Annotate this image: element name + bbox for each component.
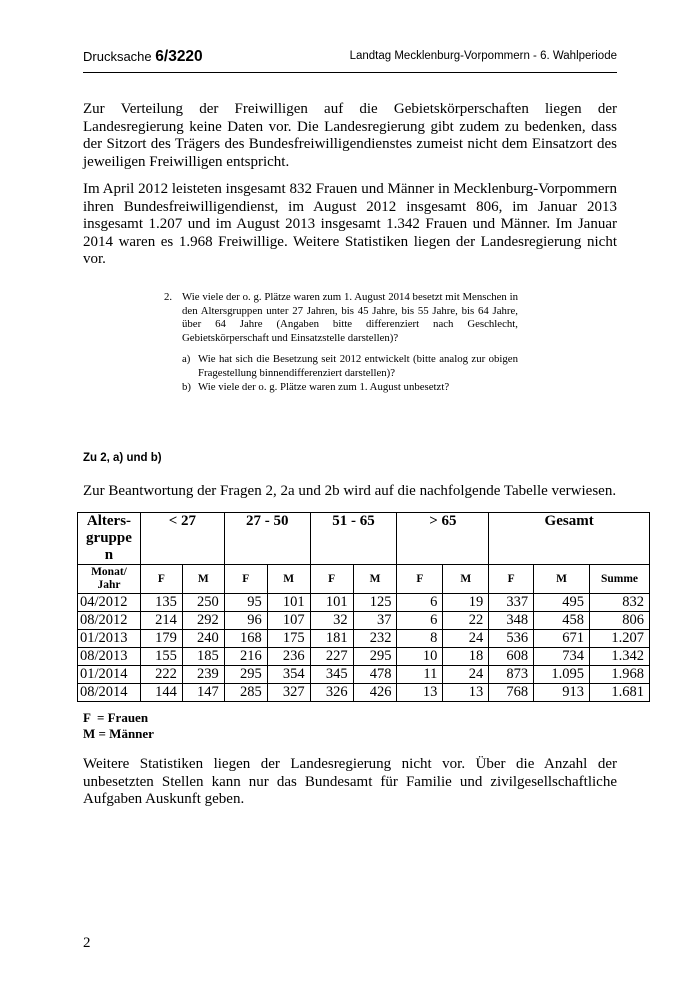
legend-maenner: M = Männer bbox=[83, 726, 154, 741]
row-date-cell: 01/2014 bbox=[78, 666, 141, 684]
table-cell: 101 bbox=[267, 594, 310, 612]
table-cell: 1.681 bbox=[590, 684, 650, 702]
question-b-letter: b) bbox=[182, 380, 191, 393]
row-date-cell: 08/2013 bbox=[78, 648, 141, 666]
table-cell: 6 bbox=[397, 594, 443, 612]
table-cell: 107 bbox=[267, 612, 310, 630]
table-cell: 326 bbox=[310, 684, 353, 702]
table-cell: 292 bbox=[182, 612, 224, 630]
table-cell: 337 bbox=[489, 594, 534, 612]
table-group-header-row bbox=[78, 513, 650, 565]
question-number: 2. bbox=[164, 291, 173, 303]
age-group-header bbox=[78, 513, 141, 565]
table-cell: 32 bbox=[310, 612, 353, 630]
table-body bbox=[78, 594, 650, 702]
table-cell: 671 bbox=[534, 630, 590, 648]
table-legend bbox=[83, 710, 154, 742]
table-cell: 250 bbox=[182, 594, 224, 612]
table-cell: 24 bbox=[443, 666, 489, 684]
table-cell: 536 bbox=[489, 630, 534, 648]
question-text: Wie viele der o. g. Plätze waren zum 1. August 2014 besetzt mit Menschen in den Altersgruppen unter 27 Jahren, bis 45 Jahre, bis 55 Jahre, bis 64 Jahre, über 64 Jahre (Angaben bitte differenziert nach Geschlecht, Gebietskörperschaft und Einsatzstelle darstellen)? bbox=[182, 291, 518, 344]
question-main bbox=[164, 291, 518, 345]
table-cell: 13 bbox=[443, 684, 489, 702]
group-under-27: < 27 bbox=[140, 513, 224, 565]
table-cell: 1.095 bbox=[534, 666, 590, 684]
table-cell: 222 bbox=[140, 666, 182, 684]
sub-header-cell: M bbox=[443, 565, 489, 594]
table-cell: 1.968 bbox=[590, 666, 650, 684]
doc-number: 6/3220 bbox=[155, 48, 203, 65]
month-year-line: Monat/ bbox=[91, 566, 127, 578]
table-cell: 216 bbox=[224, 648, 267, 666]
table-cell: 101 bbox=[310, 594, 353, 612]
question-sub-b bbox=[164, 381, 518, 395]
sub-header-cell: M bbox=[353, 565, 397, 594]
table-cell: 175 bbox=[267, 630, 310, 648]
table-cell: 135 bbox=[140, 594, 182, 612]
group-over-65: > 65 bbox=[397, 513, 489, 565]
sub-header-cell: Summe bbox=[590, 565, 650, 594]
page-header bbox=[83, 42, 617, 72]
sub-header-cell: M bbox=[534, 565, 590, 594]
header-rule bbox=[83, 72, 617, 73]
table-cell: 11 bbox=[397, 666, 443, 684]
table-cell: 232 bbox=[353, 630, 397, 648]
table-cell: 185 bbox=[182, 648, 224, 666]
table-row bbox=[78, 648, 650, 666]
table-cell: 1.342 bbox=[590, 648, 650, 666]
question-a-letter: a) bbox=[182, 353, 191, 366]
table-cell: 125 bbox=[353, 594, 397, 612]
paragraph-closing: Weitere Statistiken liegen der Landesregierung nicht vor. Über die Anzahl der unbesetzten Stellen kann nur das Bundesamt für Familie und zivilgesellschaftliche Aufgaben Auskunft geben. bbox=[83, 756, 617, 807]
table-cell: 1.207 bbox=[590, 630, 650, 648]
question-b-text: Wie viele der o. g. Plätze waren zum 1. August unbesetzt? bbox=[198, 380, 450, 393]
row-date-cell: 01/2013 bbox=[78, 630, 141, 648]
row-date-cell: 08/2014 bbox=[78, 684, 141, 702]
table-cell: 608 bbox=[489, 648, 534, 666]
table-cell: 345 bbox=[310, 666, 353, 684]
table-cell: 13 bbox=[397, 684, 443, 702]
sub-header-cell: F bbox=[489, 565, 534, 594]
table-cell: 181 bbox=[310, 630, 353, 648]
table-cell: 18 bbox=[443, 648, 489, 666]
group-27-50: 27 - 50 bbox=[224, 513, 310, 565]
legend-frauen: F = Frauen bbox=[83, 710, 149, 725]
sub-header-cell: F bbox=[310, 565, 353, 594]
section-subheading: Zu 2, a) und b) bbox=[83, 452, 162, 464]
sub-header-cell: F bbox=[397, 565, 443, 594]
question-sub-a bbox=[164, 353, 518, 380]
table-cell: 96 bbox=[224, 612, 267, 630]
table-row bbox=[78, 594, 650, 612]
table-cell: 295 bbox=[353, 648, 397, 666]
page-number: 2 bbox=[83, 935, 91, 951]
table-cell: 22 bbox=[443, 612, 489, 630]
sub-header-cell: M bbox=[182, 565, 224, 594]
volunteer-statistics-table bbox=[77, 512, 650, 702]
table-cell: 495 bbox=[534, 594, 590, 612]
table-sub-header-row bbox=[78, 565, 650, 594]
row-date-cell: 04/2012 bbox=[78, 594, 141, 612]
table-cell: 426 bbox=[353, 684, 397, 702]
table-row bbox=[78, 666, 650, 684]
table-cell: 179 bbox=[140, 630, 182, 648]
age-group-line: gruppe bbox=[86, 530, 132, 546]
paragraph-distribution: Zur Verteilung der Freiwilligen auf die Gebietskörperschaften liegen der Landesregierung keine Daten vor. Die Landesregierung gibt zudem zu bedenken, dass der Sitzort des Trägers des Bundesfreiwilligendienstes zumeist nicht dem Einsatzort des jeweiligen Freiwilligen entspricht. bbox=[83, 101, 617, 170]
table-cell: 832 bbox=[590, 594, 650, 612]
table-cell: 768 bbox=[489, 684, 534, 702]
row-date-cell: 08/2012 bbox=[78, 612, 141, 630]
age-group-line: n bbox=[104, 547, 114, 563]
group-total: Gesamt bbox=[489, 513, 650, 565]
question-block bbox=[164, 291, 518, 394]
table-cell: 227 bbox=[310, 648, 353, 666]
parliament-label: Landtag Mecklenburg-Vorpommern - 6. Wahlperiode bbox=[349, 50, 617, 62]
table-cell: 240 bbox=[182, 630, 224, 648]
table-cell: 913 bbox=[534, 684, 590, 702]
month-year-line: Jahr bbox=[97, 579, 121, 591]
table-cell: 95 bbox=[224, 594, 267, 612]
table-cell: 8 bbox=[397, 630, 443, 648]
sub-header-cell: F bbox=[140, 565, 182, 594]
document-number bbox=[83, 48, 203, 66]
table-cell: 144 bbox=[140, 684, 182, 702]
table-cell: 155 bbox=[140, 648, 182, 666]
month-year-header bbox=[78, 565, 141, 594]
paragraph-table-reference: Zur Beantwortung der Fragen 2, 2a und 2b wird auf die nachfolgende Tabelle verwiesen. bbox=[83, 483, 617, 499]
table-cell: 806 bbox=[590, 612, 650, 630]
table-cell: 37 bbox=[353, 612, 397, 630]
table-cell: 168 bbox=[224, 630, 267, 648]
sub-header-cell: F bbox=[224, 565, 267, 594]
table-cell: 354 bbox=[267, 666, 310, 684]
table-cell: 734 bbox=[534, 648, 590, 666]
group-51-65: 51 - 65 bbox=[310, 513, 397, 565]
table-cell: 348 bbox=[489, 612, 534, 630]
table-cell: 285 bbox=[224, 684, 267, 702]
sub-header-cell: M bbox=[267, 565, 310, 594]
table-cell: 24 bbox=[443, 630, 489, 648]
table-cell: 478 bbox=[353, 666, 397, 684]
table-cell: 327 bbox=[267, 684, 310, 702]
table-cell: 295 bbox=[224, 666, 267, 684]
table-cell: 10 bbox=[397, 648, 443, 666]
table-row bbox=[78, 684, 650, 702]
table-cell: 214 bbox=[140, 612, 182, 630]
table-cell: 6 bbox=[397, 612, 443, 630]
table-cell: 873 bbox=[489, 666, 534, 684]
table-cell: 458 bbox=[534, 612, 590, 630]
age-group-line: Alters- bbox=[86, 513, 132, 529]
table-cell: 19 bbox=[443, 594, 489, 612]
table-cell: 147 bbox=[182, 684, 224, 702]
paragraph-statistics: Im April 2012 leisteten insgesamt 832 Frauen und Männer in Mecklenburg-Vorpommern ihren Bundesfreiwilligendienst, im August 2012 insgesamt 806, im Januar 2013 insgesamt 1.207 und im August 2013 insgesamt 1.342 Frauen und Männer. Im Januar 2014 waren es 1.968 Freiwillige. Weitere Statistiken liegen der Landesregierung nicht vor. bbox=[83, 181, 617, 267]
question-a-text: Wie hat sich die Besetzung seit 2012 entwickelt (bitte analog zur obigen Fragestellung binnendifferenziert darstellen)? bbox=[198, 353, 518, 379]
table-row bbox=[78, 612, 650, 630]
doc-label: Drucksache bbox=[83, 49, 152, 64]
table-cell: 236 bbox=[267, 648, 310, 666]
table-cell: 239 bbox=[182, 666, 224, 684]
table-row bbox=[78, 630, 650, 648]
